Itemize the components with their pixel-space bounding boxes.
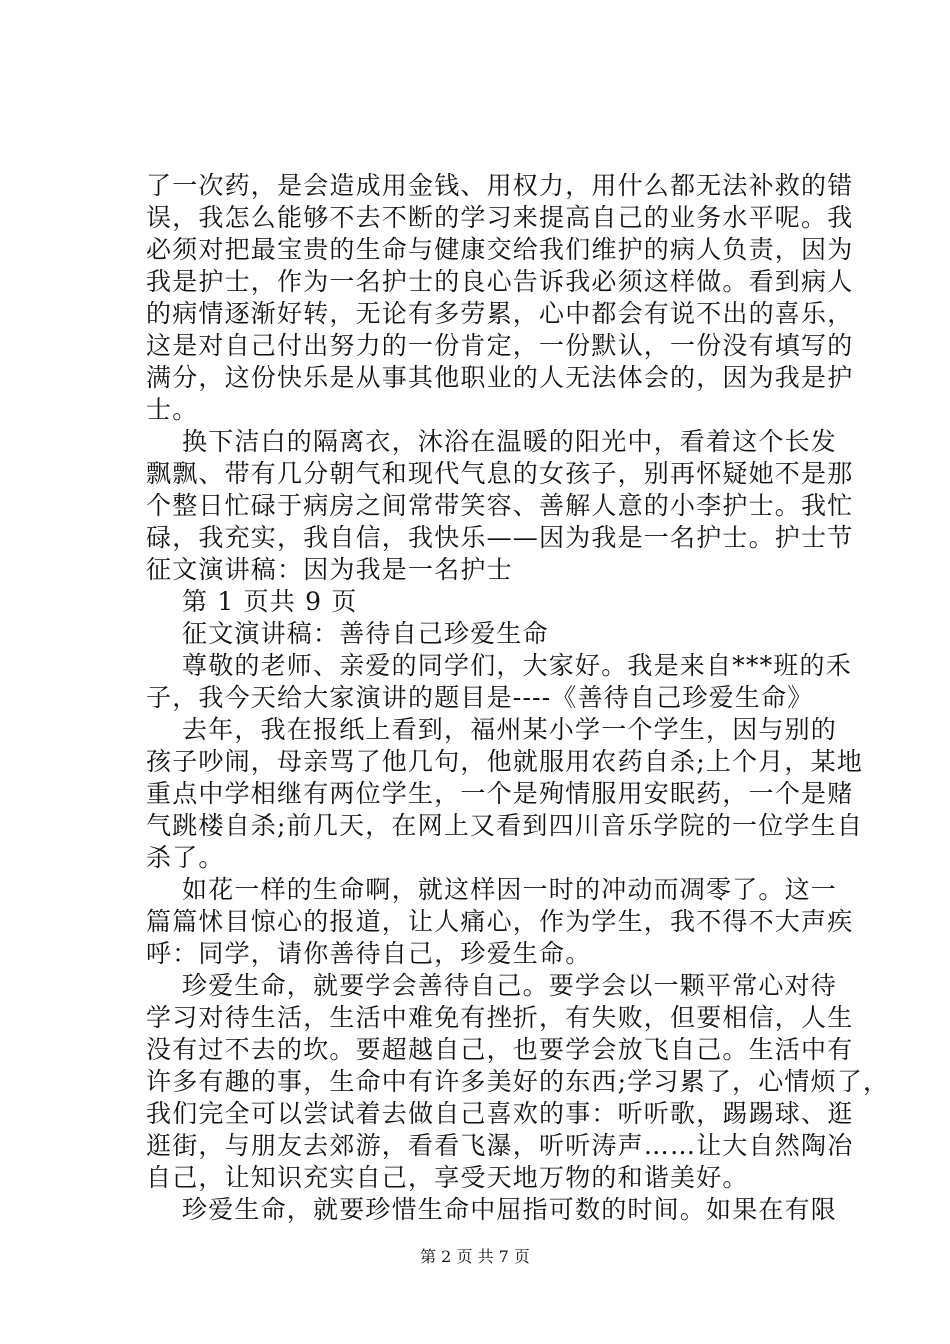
text-line: 征文演讲稿：善待自己珍爱生命 (182, 619, 549, 648)
text-line: 珍爱生命，就要珍惜生命中屈指可数的时间。如果在有限 (182, 1195, 838, 1224)
text-line: 呼：同学，请你善待自己，珍爱生命。 (146, 939, 592, 968)
text-line: 子，我今天给大家演讲的题目是----《善待自己珍爱生命》 (146, 683, 814, 712)
text-line: 的病情逐渐好转，无论有多劳累，心中都会有说不出的喜乐， (146, 299, 854, 328)
text-line: 士。 (146, 395, 199, 424)
text-line: 飘飘、带有几分朝气和现代气息的女孩子，别再怀疑她不是那 (146, 459, 854, 488)
text-line: 个整日忙碌于病房之间常带笑容、善解人意的小李护士。我忙 (146, 491, 854, 520)
text-line: 珍爱生命，就要学会善待自己。要学会以一颗平常心对待 (182, 971, 838, 1000)
text-line: 没有过不去的坎。要超越自己，也要学会放飞自己。生活中有 (146, 1035, 854, 1064)
text-line: 重点中学相继有两位学生，一个是殉情服用安眠药，一个是赌 (146, 779, 854, 808)
text-line: 气跳楼自杀;前几天，在网上又看到四川音乐学院的一位学生自 (146, 811, 864, 840)
text-line: 学习对待生活，生活中难免有挫折，有失败，但要相信，人生 (146, 1003, 854, 1032)
text-line: 满分，这份快乐是从事其他职业的人无法体会的，因为我是护 (146, 363, 854, 392)
text-line: 尊敬的老师、亲爱的同学们，大家好。我是来自***班的禾 (182, 651, 852, 680)
text-line: 征文演讲稿：因为我是一名护士 (146, 555, 513, 584)
text-line: 去年，我在报纸上看到，福州某小学一个学生，因与别的 (182, 715, 838, 744)
text-line: 许多有趣的事，生命中有许多美好的东西;学习累了，心情烦了， (146, 1067, 890, 1096)
text-line: 必须对把最宝贵的生命与健康交给我们维护的病人负责，因为 (146, 235, 854, 264)
text-line: 杀了。 (146, 843, 225, 872)
text-line: 误，我怎么能够不去不断的学习来提高自己的业务水平呢。我 (146, 203, 854, 232)
document-body (146, 170, 890, 1226)
text-line: 第 1 页共 9 页 (182, 587, 358, 616)
text-line: 我们完全可以尝试着去做自己喜欢的事：听听歌，踢踢球、逛 (146, 1099, 854, 1128)
text-line: 孩子吵闹，母亲骂了他几句，他就服用农药自杀;上个月，某地 (146, 747, 864, 776)
text-line: 碌，我充实，我自信，我快乐——因为我是一名护士。护士节 (146, 523, 854, 552)
text-line: 这是对自己付出努力的一份肯定，一份默认，一份没有填写的 (146, 331, 854, 360)
text-line: 如花一样的生命啊，就这样因一时的冲动而凋零了。这一 (182, 875, 838, 904)
page-footer: 第 2 页 共 7 页 (420, 1247, 530, 1266)
text-line: 了一次药，是会造成用金钱、用权力，用什么都无法补救的错 (146, 171, 854, 200)
text-line: 我是护士，作为一名护士的良心告诉我必须这样做。看到病人 (146, 267, 854, 296)
text-line: 换下洁白的隔离衣，沐浴在温暖的阳光中，看着这个长发 (182, 427, 838, 456)
text-line: 自己，让知识充实自己，享受天地万物的和谐美好。 (146, 1163, 749, 1192)
text-line: 篇篇怵目惊心的报道，让人痛心，作为学生，我不得不大声疾 (146, 907, 854, 936)
text-line: 逛街，与朋友去郊游，看看飞瀑，听听涛声……让大自然陶冶 (146, 1131, 854, 1160)
